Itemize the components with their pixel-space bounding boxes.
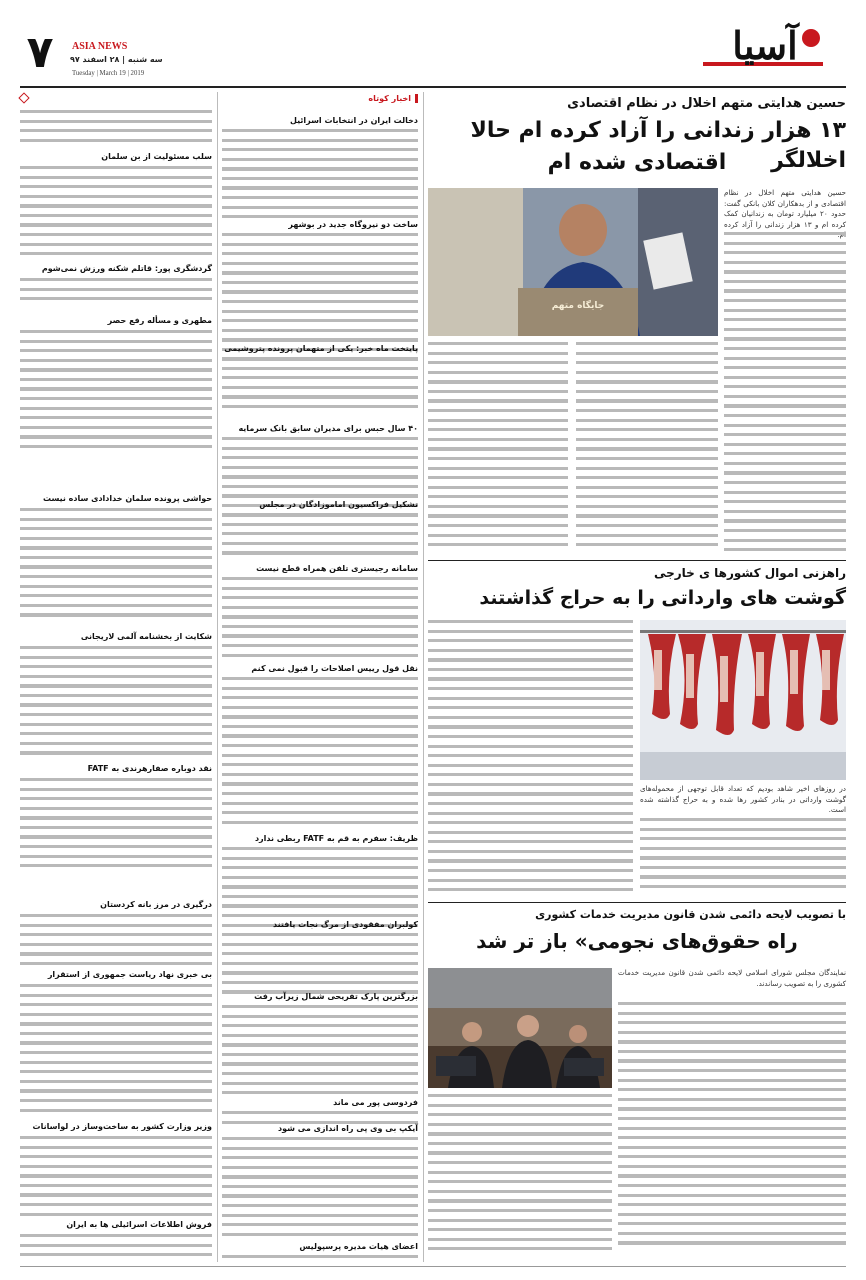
brief-item-title-3: پایتخت ماه خبر: یکی از متهمان پرونده پتروشیمی (224, 344, 418, 353)
edition-name: ASIA NEWS (72, 41, 128, 52)
brief-item-title-11: فردوسی پور می ماند (333, 1098, 418, 1107)
brief-item-title-1: دخالت ایران در انتخابات اسرائیل (289, 116, 418, 125)
right-item-title-7: درگیری در مرز بانه کردستان (100, 900, 212, 909)
lead-photo (428, 188, 718, 336)
meat-headline: گوشت های وارداتی را به حراج گذاشتند (479, 587, 846, 609)
defendant-photo-graphic (428, 188, 718, 336)
photo-sign-text: جایگاه متهم (551, 301, 605, 311)
brief-item-title-13: اعضای هیات مدیره پرسپولیس (299, 1242, 418, 1251)
lead-body-intro: حسین هدایتی متهم اخلال در نظام اقتصادی و از بدهکاران کلان بانکی گفت: حدود ۲۰ میلیارد تومان به زندانیان کمک کرده ام و ۱۳ هزار زندانی را آزاد کرده (724, 188, 846, 229)
meat-photo (640, 620, 846, 780)
right-item-title-3: مطهری و مسأله رفع حصر (107, 316, 212, 325)
asia-logo (685, 22, 840, 82)
salary-headline: راه حقوق‌های نجومی» باز تر شد (476, 929, 798, 953)
carcass-photo-graphic (640, 620, 846, 780)
issue-line: سه شنبه | ۲۸ اسفند ۹۷ (70, 55, 163, 64)
meat-body: در روزهای اخیر شاهد بودیم که تعداد قابل توجهی از محموله‌های گوشت وارداتی در بنادر کشور رها شده و به حراج گذاشته شده است. (640, 784, 846, 815)
brief-item-title-4: ۴۰ سال حبس برای مدیران سابق بانک سرمایه (238, 424, 418, 433)
brief-item-title-2: ساخت دو نیروگاه جدید در بوشهر (288, 220, 418, 229)
lead-headline-2: اقتصادی شده ام (547, 150, 727, 175)
logo-text: آسیا (732, 23, 798, 68)
brief-item-title-6: سامانه رجیستری تلفن همراه قطع نیست (256, 564, 418, 573)
right-item-title-9: وزیر وزارت کشور به ساخت‌وساز در لواسانات (32, 1122, 212, 1131)
parliament-photo (428, 968, 612, 1088)
right-item-title-2: گردشگری پور: قاتلم شکنه ورزش نمی‌شوم (41, 264, 212, 273)
meat-kicker: راهزنی اموال کشورها ی خارجی (653, 566, 846, 580)
right-item-title-1: سلب مسئولیت از بن سلمان (101, 152, 212, 161)
brief-item-title-10: بزرگترین پارک تفریحی شمال زیرآب رفت (254, 992, 418, 1001)
right-item-title-6: نقد دوباره صفارهرندی به FATF (87, 764, 212, 773)
brief-item-title-8: ظریف: سفرم به قم به FATF ربطی ندارد (254, 834, 418, 843)
column-marker (18, 92, 29, 103)
lead-story (428, 92, 846, 562)
brief-item-title-7: نقل قول رییس اصلاحات را قبول نمی کنم (251, 664, 418, 673)
meat-story (428, 564, 846, 904)
masthead (0, 0, 866, 88)
short-news-column (20, 92, 212, 1262)
brief-item-title-9: کولبران مفقودی از مرگ نجات یافتند (272, 920, 418, 929)
brief-item-title-5: تشکیل فراکسیون اماموزادگان در مجلس (259, 500, 418, 509)
lead-headline-1: ۱۳ هزار زندانی را آزاد کرده ام حالا اخلالگر (470, 118, 846, 173)
right-item-title-10: فروش اطلاعات اسرائیلی ها به ایران (66, 1220, 212, 1229)
brief-news-column (222, 92, 418, 1262)
brief-label: اخبار کوتاه (332, 94, 418, 103)
right-item-title-5: شکایت از بخشنامه آلمی لاریجانی (80, 632, 212, 641)
salary-story (428, 906, 846, 1262)
salary-kicker: با تصویب لایحه دائمی شدن قانون مدیریت خدمات کشوری (535, 908, 846, 921)
page-number: ۷ (26, 27, 54, 78)
lead-kicker: حسین هدایتی متهم اخلال در نظام اقتصادی (567, 96, 846, 111)
right-item-title-4: حواشی پرونده سلمان خدادادی ساده نیست (42, 494, 212, 503)
brief-item-title-12: آیکپ بی وی پی راه اندازی می شود (277, 1124, 418, 1133)
parliament-photo-graphic (428, 968, 612, 1088)
salary-body: نمایندگان مجلس شورای اسلامی لایحه دائمی شدن قانون مدیریت خدمات کشوری را به تصویب رساندند. (618, 968, 846, 988)
right-item-title-8: بی خبری نهاد ریاست جمهوری از استقرار (47, 970, 212, 979)
issue-date-en: Tuesday | March 19 | 2019 (72, 70, 145, 77)
